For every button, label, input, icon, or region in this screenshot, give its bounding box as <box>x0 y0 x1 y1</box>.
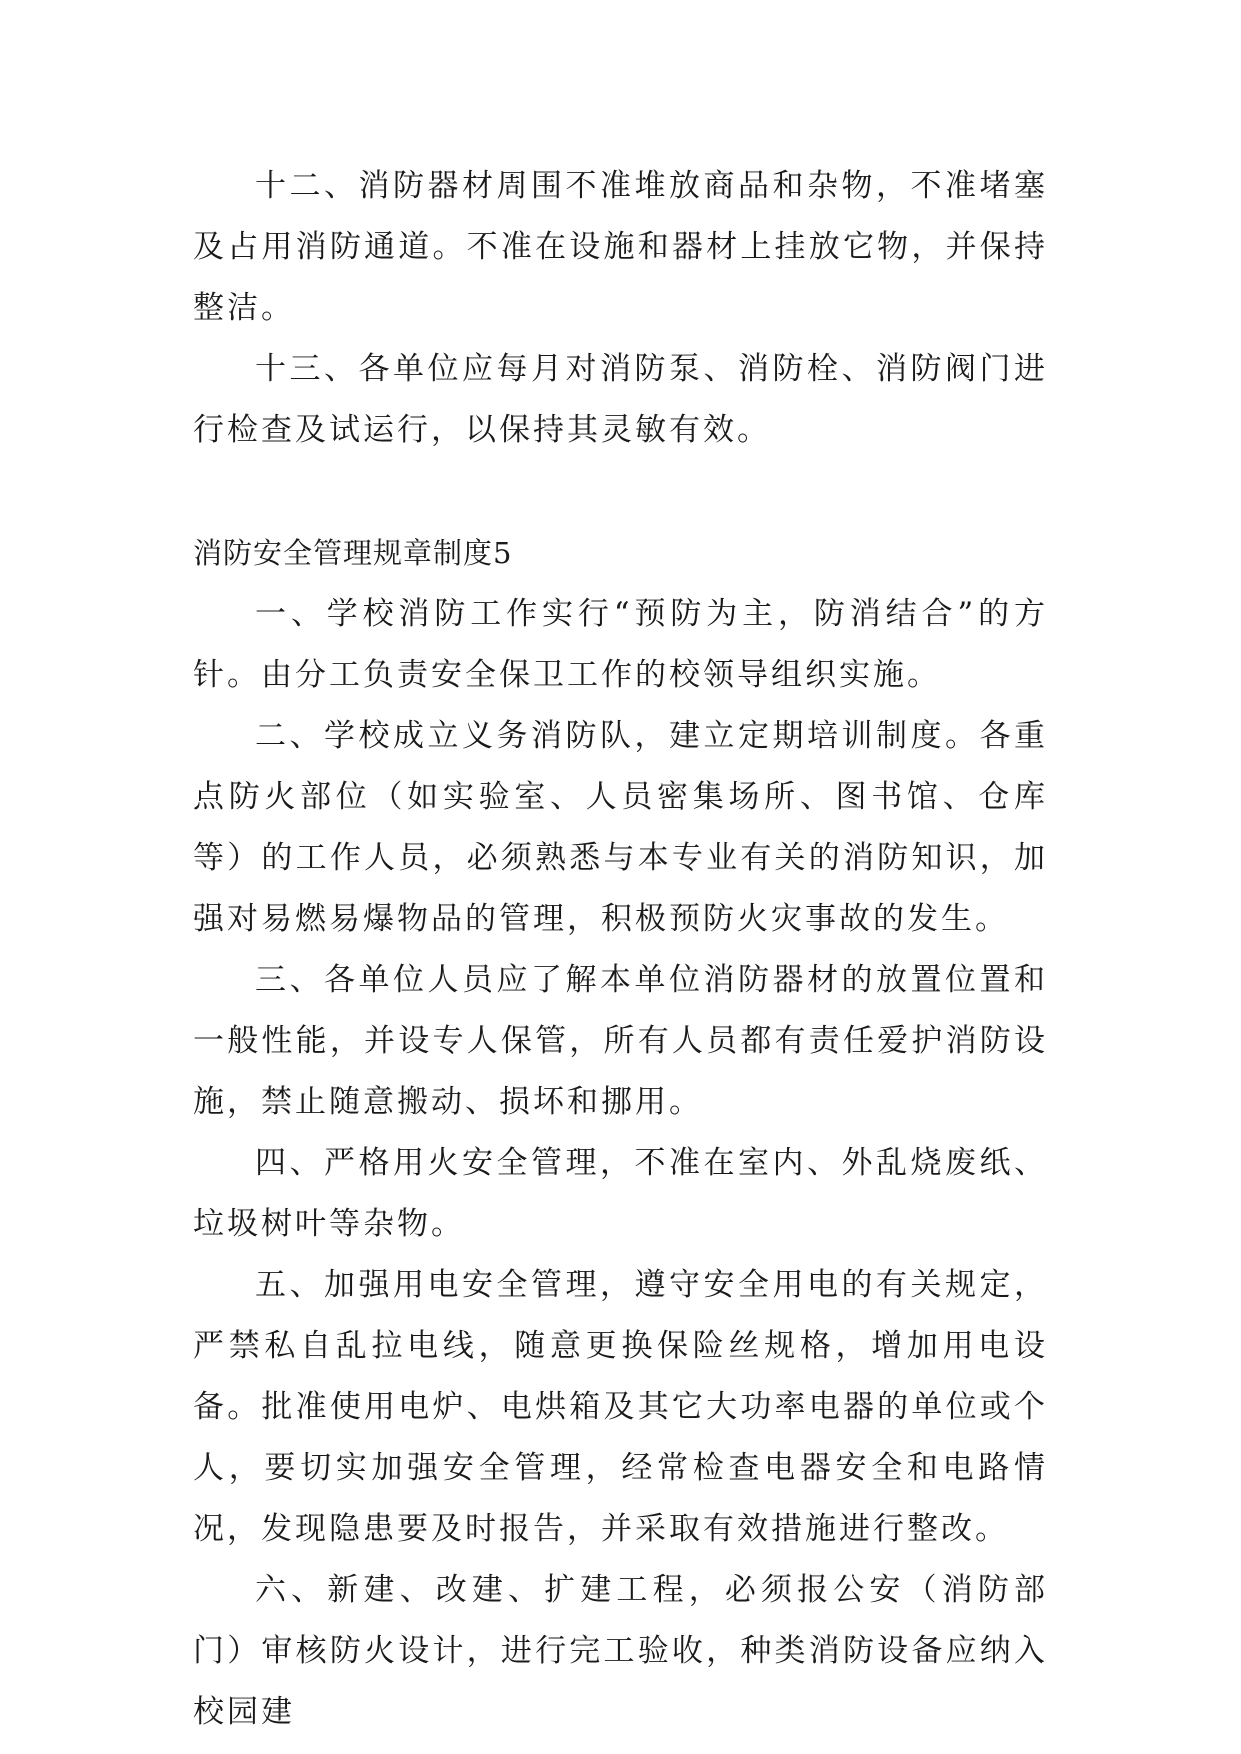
section-spacer <box>193 461 1048 523</box>
paragraph-3: 三、各单位人员应了解本单位消防器材的放置位置和一般性能，并设专人保管，所有人员都有责任爱护消防设施，禁止随意搬动、损坏和挪用。 <box>193 962 1048 1120</box>
paragraph-12: 十二、消防器材周围不准堆放商品和杂物，不准堵塞及占用消防通道。不准在设施和器材上挂放它物，并保持整洁。 <box>193 168 1048 326</box>
section-heading: 消防安全管理规章制度5 <box>193 536 513 570</box>
paragraph-13: 十三、各单位应每月对消防泵、消防栓、消防阀门进行检查及试运行，以保持其灵敏有效。 <box>193 351 1048 448</box>
paragraph-2: 二、学校成立义务消防队，建立定期培训制度。各重点防火部位（如实验室、人员密集场所、图书馆、仓库等）的工作人员，必须熟悉与本专业有关的消防知识，加强对易燃易爆物品的管理，积极预防火灾事故的发生。 <box>193 718 1048 937</box>
document-body <box>193 156 1048 1743</box>
paragraph-1: 一、学校消防工作实行“预防为主，防消结合”的方针。由分工负责安全保卫工作的校领导组织实施。 <box>193 596 1048 693</box>
paragraph-6: 六、新建、改建、扩建工程，必须报公安（消防部门）审核防火设计，进行完工验收，种类消防设备应纳入校园建 <box>193 1572 1048 1730</box>
paragraph-4: 四、严格用火安全管理，不准在室内、外乱烧废纸、垃圾树叶等杂物。 <box>193 1145 1048 1242</box>
paragraph-5: 五、加强用电安全管理，遵守安全用电的有关规定，严禁私自乱拉电线，随意更换保险丝规格，增加用电设备。批准使用电炉、电烘箱及其它大功率电器的单位或个人，要切实加强安全管理，经常检查电器安全和电路情况，发现隐患要及时报告，并采取有效措施进行整改。 <box>193 1267 1048 1547</box>
